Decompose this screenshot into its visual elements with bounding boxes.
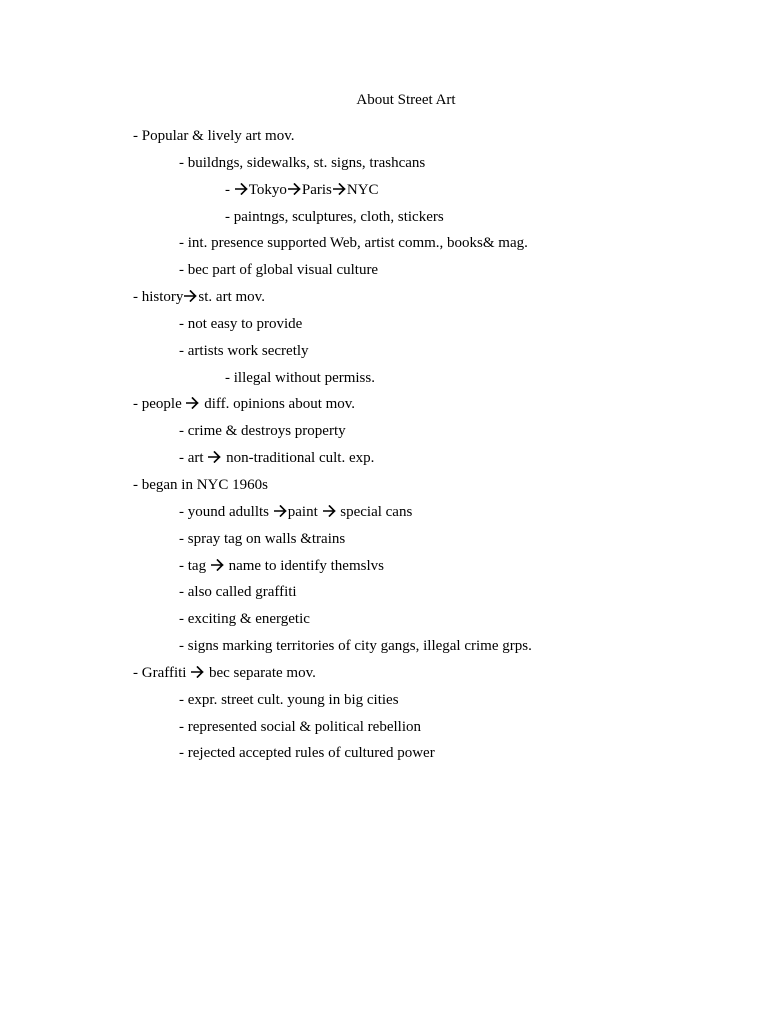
line-text: - people: [133, 396, 186, 413]
line-text: - illegal without permiss.: [225, 369, 375, 386]
line-text: - signs marking territories of city gangs, illegal crime grps.: [179, 638, 532, 655]
outline-line-level-1: [133, 608, 532, 635]
line-text: - yound adullts: [179, 503, 273, 520]
arrow-right-icon: [208, 451, 221, 463]
line-text: paint: [287, 503, 322, 520]
outline-line-level-2: [133, 367, 532, 394]
arrow-right-icon: [235, 183, 248, 195]
line-text: - int. presence supported Web, artist comm., books& mag.: [179, 235, 528, 252]
outline-line-level-1: [133, 501, 532, 528]
line-text: - Graffiti: [133, 664, 191, 681]
outline-line-level-1: [133, 259, 532, 286]
outline-line-level-0: [133, 125, 532, 152]
outline-line-level-1: [133, 689, 532, 716]
line-text: - tag: [179, 557, 210, 574]
arrow-right-icon: [191, 666, 204, 678]
outline-line-level-1: [133, 742, 532, 769]
outline-line-level-0: [133, 393, 532, 420]
line-text: special cans: [336, 503, 413, 520]
outline-line-level-0: [133, 286, 532, 313]
outline-line-level-1: [133, 447, 532, 474]
line-text: - Popular & lively art mov.: [133, 128, 295, 144]
line-text: name to identify themslvs: [224, 557, 384, 574]
line-text: - began in NYC 1960s: [133, 476, 268, 493]
arrow-right-icon: [323, 505, 336, 517]
line-text: - spray tag on walls &trains: [179, 530, 346, 547]
line-text: - represented social & political rebellion: [179, 718, 421, 735]
line-text: - bec part of global visual culture: [179, 262, 379, 279]
arrow-right-icon: [288, 183, 301, 195]
arrow-right-icon: [184, 290, 197, 302]
outline-line-level-0: [133, 474, 532, 501]
outline-line-level-1: [133, 555, 532, 582]
outline-line-level-1: [133, 635, 532, 662]
line-text: NYC: [346, 181, 379, 198]
arrow-right-icon: [333, 183, 346, 195]
line-text: - not easy to provide: [179, 315, 303, 332]
line-text: non-traditional cult. exp.: [222, 450, 375, 467]
line-text: - crime & destroys property: [179, 423, 346, 440]
line-text: - rejected accepted rules of cultured power: [179, 745, 435, 762]
line-text: diff. opinions about mov.: [200, 396, 356, 413]
line-text: -: [225, 181, 234, 198]
line-text: - expr. street cult. young in big cities: [179, 691, 399, 708]
line-text: - also called graffiti: [179, 584, 297, 601]
line-text: - exciting & energetic: [179, 611, 310, 628]
line-text: - artists work secretly: [179, 342, 309, 359]
line-text: bec separate mov.: [205, 664, 316, 681]
line-text: - paintngs, sculptures, cloth, stickers: [225, 208, 444, 225]
outline-line-level-2: [133, 179, 532, 206]
outline-line-level-1: [133, 152, 532, 179]
line-text: Tokyo: [248, 181, 287, 198]
outline-line-level-1: [133, 232, 532, 259]
line-text: - art: [179, 450, 208, 467]
outline-line-level-1: [133, 581, 532, 608]
outline-line-level-1: [133, 340, 532, 367]
arrow-right-icon: [211, 559, 224, 571]
line-text: Paris: [301, 181, 332, 198]
document-title: About Street Art: [356, 92, 456, 108]
outline-line-level-1: [133, 716, 532, 743]
outline-line-level-1: [133, 313, 532, 340]
outline-line-level-1: [133, 528, 532, 555]
arrow-right-icon: [274, 505, 287, 517]
outline-line-level-0: [133, 662, 532, 689]
line-text: - buildngs, sidewalks, st. signs, trashcans: [179, 154, 426, 171]
line-text: st. art mov.: [198, 289, 265, 306]
outline-line-level-2: [133, 206, 532, 233]
line-text: - history: [133, 289, 184, 306]
notes-outline: [133, 125, 532, 769]
arrow-right-icon: [186, 397, 199, 409]
outline-line-level-1: [133, 420, 532, 447]
